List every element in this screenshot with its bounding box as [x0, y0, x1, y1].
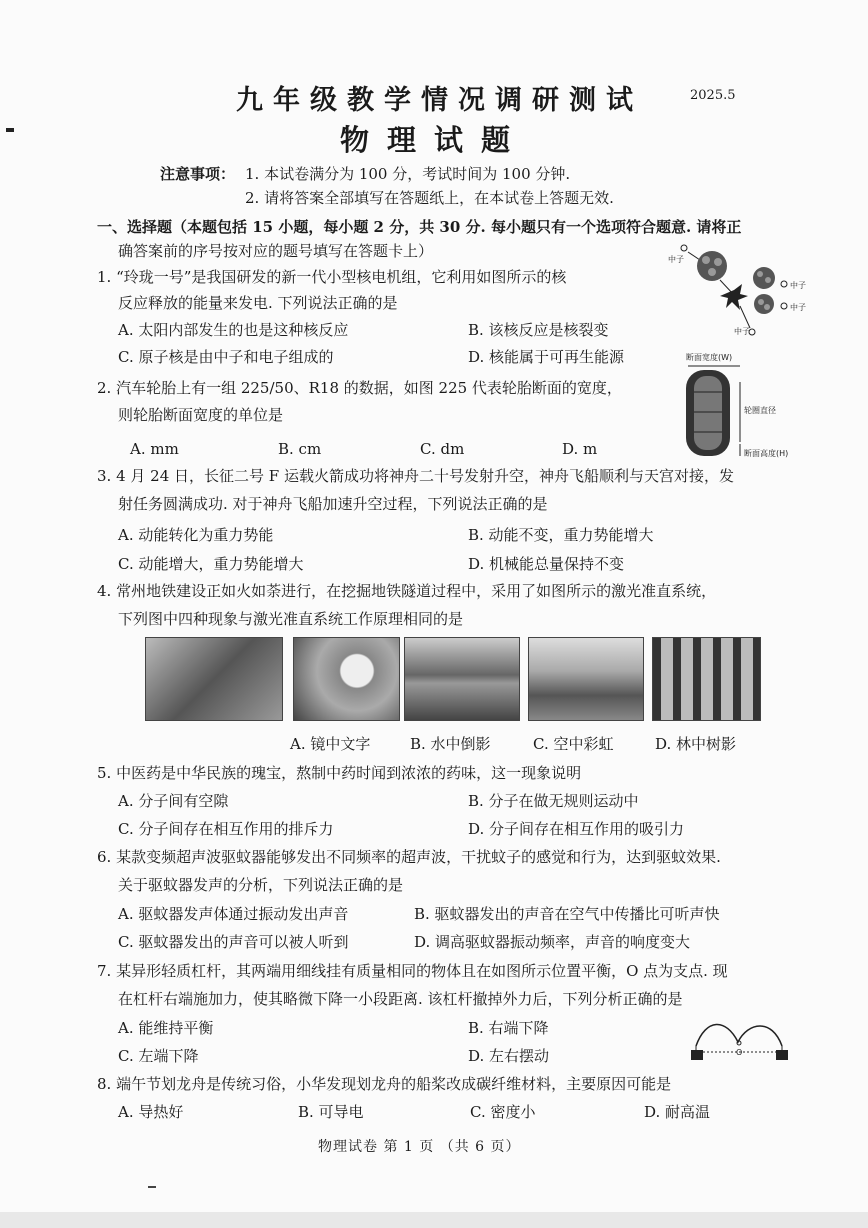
fission-label-neutron-r1: 中子 — [790, 281, 806, 290]
subject-title: 物理试题 — [340, 123, 529, 157]
question-7-option-b: B. 右端下降 — [468, 1019, 549, 1037]
question-4-option-a: A. 镜中文字 — [290, 735, 371, 753]
section-heading-line-1: 一、选择题（本题包括 15 小题，每小题 2 分，共 30 分. 每小题只有一个选项符合题意. 请将正 — [97, 218, 742, 236]
question-7-stem: 7. 某异形轻质杠杆，其两端用细线挂有质量相同的物体且在如图所示位置平衡，O 点为支点. 现 — [97, 962, 728, 980]
question-2-option-a: A. mm — [130, 440, 179, 458]
question-6-option-d: D. 调高驱蚊器振动频率，声音的响度变大 — [414, 933, 691, 951]
question-6-option-a: A. 驱蚊器发声体通过振动发出声音 — [118, 905, 349, 923]
page-footer: 物理试卷 第 1 页 （共 6 页） — [318, 1139, 521, 1155]
question-5-option-b: B. 分子在做无规则运动中 — [468, 792, 639, 810]
question-8-option-b: B. 可导电 — [298, 1103, 364, 1121]
question-6-option-b: B. 驱蚊器发出的声音在空气中传播比可听声快 — [414, 905, 720, 923]
question-7-option-c: C. 左端下降 — [118, 1047, 199, 1065]
question-2-option-d: D. m — [562, 440, 598, 458]
question-8-stem: 8. 端午节划龙舟是传统习俗，小华发现划龙舟的船桨改成碳纤维材料，主要原因可能是 — [97, 1075, 672, 1093]
question-7-option-a: A. 能维持平衡 — [118, 1019, 214, 1037]
tire-label-height: 断面高度(H) — [744, 449, 789, 458]
notes-line-2: 2. 请将答案全部填写在答题纸上，在本试卷上答题无效. — [245, 189, 614, 207]
question-3-option-b: B. 动能不变，重力势能增大 — [468, 526, 654, 544]
question-4-stem-2: 下列图中四种现象与激光准直系统工作原理相同的是 — [118, 610, 464, 628]
fission-label-neutron-top: 中子 — [668, 255, 684, 264]
question-8-option-c: C. 密度小 — [470, 1103, 536, 1121]
scan-mark — [6, 128, 14, 132]
question-4-stem: 4. 常州地铁建设正如火如荼进行，在挖掘地铁隧道过程中，采用了如图所示的激光准直系统， — [97, 582, 717, 600]
question-3-option-c: C. 动能增大，重力势能增大 — [118, 555, 304, 573]
exam-title: 九年级教学情况调研测试 — [236, 85, 643, 116]
notes-line-1: 1. 本试卷满分为 100 分，考试时间为 100 分钟. — [245, 165, 571, 183]
question-8-option-a: A. 导热好 — [118, 1103, 184, 1121]
fission-label-neutron-r2: 中子 — [790, 303, 806, 312]
question-3-stem-2: 射任务圆满成功. 对于神舟飞船加速升空过程，下列说法正确的是 — [118, 495, 548, 513]
question-1-option-c: C. 原子核是由中子和电子组成的 — [118, 348, 334, 366]
question-5-option-a: A. 分子间有空隙 — [118, 792, 229, 810]
question-3-option-d: D. 机械能总量保持不变 — [468, 555, 625, 573]
question-1-stem: 1. “玲珑一号”是我国研发的新一代小型核电机组，它利用如图所示的核 — [97, 268, 567, 286]
question-6-stem-2: 关于驱蚊器发声的分析，下列说法正确的是 — [118, 876, 404, 894]
question-2-option-b: B. cm — [278, 440, 322, 458]
scan-bottom-edge — [0, 1212, 868, 1228]
notes-label: 注意事项： — [160, 165, 236, 183]
lever-pivot-label: O — [736, 1048, 743, 1057]
question-8-option-d: D. 耐高温 — [644, 1103, 711, 1121]
question-4-option-d: D. 林中树影 — [655, 735, 737, 753]
exam-date: 2025.5 — [690, 88, 736, 103]
question-4-option-c: C. 空中彩虹 — [533, 735, 614, 753]
laser-tunnel-photo — [145, 637, 283, 721]
question-5-option-d: D. 分子间存在相互作用的吸引力 — [468, 820, 685, 838]
tire-label-rim: 轮圈直径 — [744, 406, 776, 415]
scan-dot — [148, 1186, 156, 1188]
mirror-text-photo — [293, 637, 400, 721]
question-2-stem: 2. 汽车轮胎上有一组 225/50、R18 的数据，如图 225 代表轮胎断面的宽度， — [97, 379, 622, 397]
question-6-option-c: C. 驱蚊器发出的声音可以被人听到 — [118, 933, 349, 951]
question-7-stem-2: 在杠杆右端施加力，使其略微下降一小段距离. 该杠杆撤掉外力后，下列分析正确的是 — [118, 990, 683, 1008]
question-1-option-d: D. 核能属于可再生能源 — [468, 348, 625, 366]
question-1-option-b: B. 该核反应是核裂变 — [468, 321, 609, 339]
section-heading-line-2: 确答案前的序号按对应的题号填写在答题卡上） — [118, 242, 434, 260]
question-3-option-a: A. 动能转化为重力势能 — [118, 526, 274, 544]
forest-shadow-photo — [652, 637, 761, 721]
tire-diagram — [680, 362, 800, 462]
question-1-option-a: A. 太阳内部发生的也是这种核反应 — [118, 321, 349, 339]
lever-diagram — [686, 1014, 796, 1066]
question-2-stem-2: 则轮胎断面宽度的单位是 — [118, 406, 284, 424]
question-5-stem: 5. 中医药是中华民族的瑰宝，熬制中药时闻到浓浓的药味，这一现象说明 — [97, 764, 582, 782]
question-1-stem-2: 反应释放的能量来发电. 下列说法正确的是 — [118, 294, 398, 312]
question-3-stem: 3. 4 月 24 日，长征二号 F 运载火箭成功将神舟二十号发射升空，神舟飞船顺利与天宫对接，发 — [97, 467, 734, 485]
question-5-option-c: C. 分子间存在相互作用的排斥力 — [118, 820, 334, 838]
water-reflection-photo — [404, 637, 520, 721]
rainbow-photo — [528, 637, 644, 721]
question-7-option-d: D. 左右摆动 — [468, 1047, 550, 1065]
fission-diagram — [668, 240, 798, 350]
question-6-stem: 6. 某款变频超声波驱蚊器能够发出不同频率的超声波，干扰蚊子的感觉和行为，达到驱蚊效果. — [97, 848, 721, 866]
tire-label-width: 断面宽度(W) — [686, 353, 733, 362]
question-4-option-b: B. 水中倒影 — [410, 735, 491, 753]
fission-label-neutron-bottom: 中子 — [734, 327, 750, 336]
question-2-option-c: C. dm — [420, 440, 465, 458]
